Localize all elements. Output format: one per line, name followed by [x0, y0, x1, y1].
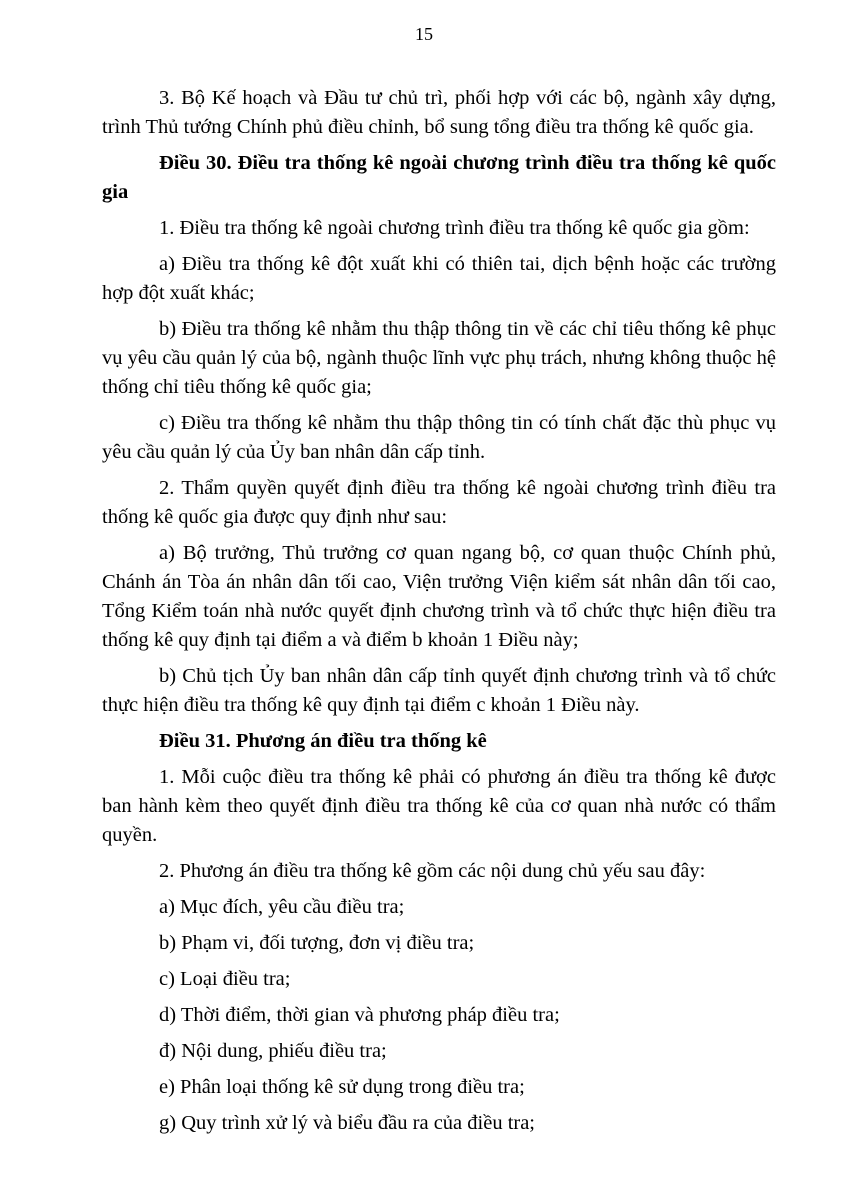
- article-31-clause-2-point-e: e) Phân loại thống kê sử dụng trong điều tra;: [159, 1076, 525, 1098]
- article-31-clause-2-point-d: d) Thời điểm, thời gian và phương pháp điều tra;: [159, 1004, 560, 1026]
- article-30-heading: Điều 30. Điều tra thống kê ngoài chương trình điều tra thống kê quốc gia: [102, 152, 776, 203]
- article-30-clause-1: 1. Điều tra thống kê ngoài chương trình điều tra thống kê quốc gia gồm:: [159, 217, 750, 239]
- article-30-clause-1-point-c: c) Điều tra thống kê nhằm thu thập thông tin có tính chất đặc thù phục vụ yêu cầu quản lý của Ủy ban nhân dân cấp tỉnh.: [102, 412, 776, 463]
- article-30-clause-2-point-b: b) Chủ tịch Ủy ban nhân dân cấp tỉnh quyết định chương trình và tổ chức thực hiện điều tra thống kê quy định tại điểm c khoản 1 Điều này.: [102, 665, 776, 716]
- page-number: 15: [415, 24, 433, 44]
- article-30-clause-2-point-a: a) Bộ trưởng, Thủ trưởng cơ quan ngang bộ, cơ quan thuộc Chính phủ, Chánh án Tòa án nhân dân tối cao, Viện trưởng Viện kiểm sát nhân dân tối cao, Tổng Kiểm toán nhà nước quyết định chương trình và tổ chức thực hiện điều tra thống kê quy định tại điểm a và điểm b khoản 1 Điều này;: [102, 542, 776, 651]
- article-31-clause-2-point-b: b) Phạm vi, đối tượng, đơn vị điều tra;: [159, 932, 475, 954]
- article-31-clause-2-point-a: a) Mục đích, yêu cầu điều tra;: [159, 896, 405, 918]
- article-31-heading: Điều 31. Phương án điều tra thống kê: [159, 730, 487, 752]
- article-31-clause-2: 2. Phương án điều tra thống kê gồm các nội dung chủ yếu sau đây:: [159, 860, 706, 882]
- article-30-clause-1-point-a: a) Điều tra thống kê đột xuất khi có thiên tai, dịch bệnh hoặc các trường hợp đột xuất khác;: [102, 253, 776, 304]
- clause-3-paragraph: 3. Bộ Kế hoạch và Đầu tư chủ trì, phối hợp với các bộ, ngành xây dựng, trình Thủ tướng Chính phủ điều chỉnh, bổ sung tổng điều tra thống kê quốc gia.: [102, 87, 776, 138]
- article-30-clause-1-point-b: b) Điều tra thống kê nhằm thu thập thông tin về các chỉ tiêu thống kê phục vụ yêu cầu quản lý của bộ, ngành thuộc lĩnh vực phụ trách, nhưng không thuộc hệ thống chỉ tiêu thống kê quốc gia;: [102, 318, 776, 398]
- article-31-clause-1: 1. Mỗi cuộc điều tra thống kê phải có phương án điều tra thống kê được ban hành kèm theo quyết định điều tra thống kê của cơ quan nhà nước có thẩm quyền.: [102, 766, 776, 846]
- article-31-clause-2-point-c: c) Loại điều tra;: [159, 968, 291, 990]
- article-31-clause-2-point-g: g) Quy trình xử lý và biểu đầu ra của điều tra;: [159, 1112, 536, 1134]
- document-body: [102, 84, 776, 1145]
- article-31-clause-2-point-dd: đ) Nội dung, phiếu điều tra;: [159, 1040, 387, 1062]
- article-30-clause-2: 2. Thẩm quyền quyết định điều tra thống kê ngoài chương trình điều tra thống kê quốc gia được quy định như sau:: [102, 477, 776, 528]
